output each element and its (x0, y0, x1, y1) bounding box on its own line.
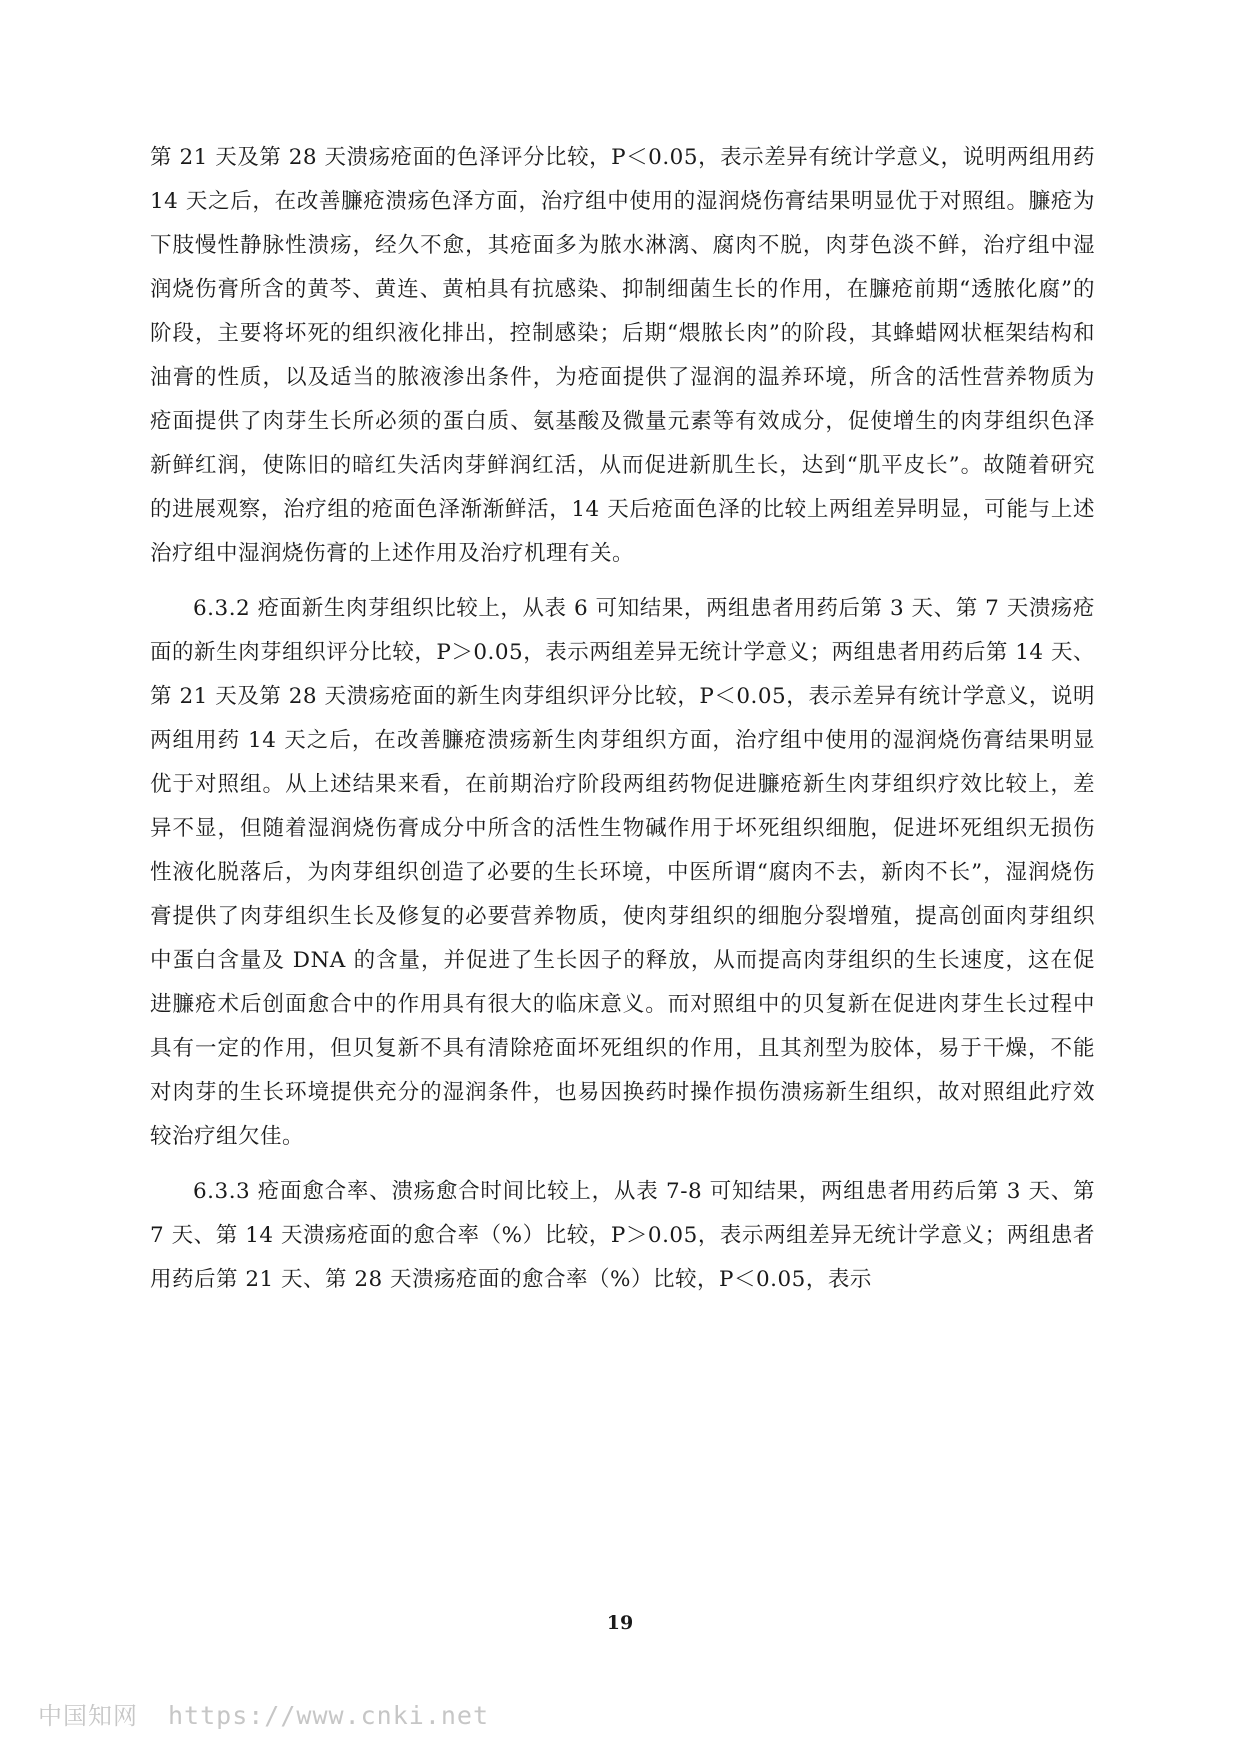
paragraph-healing-rate-discussion: 6.3.3 疮面愈合率、溃疡愈合时间比较上，从表 7-8 可知结果，两组患者用药后第 3 天、第 7 天、第 14 天溃疡疮面的愈合率（%）比较，P＞0.05，表示两组差异无统计学意义；两组患者用药后第 21 天、第 28 天溃疡疮面的愈合率（%）比较，P＜0.05，表示 (150, 1179, 1095, 1292)
watermark-site-name: 中国知网 (38, 1702, 138, 1730)
paragraph-color-discussion: 第 21 天及第 28 天溃疡疮面的色泽评分比较，P＜0.05，表示差异有统计学意义，说明两组用药 14 天之后，在改善臁疮溃疡色泽方面，治疗组中使用的湿润烧伤膏结果明显优于对照组。臁疮为下肢慢性静脉性溃疡，经久不愈，其疮面多为脓水淋漓、腐肉不脱，肉芽色淡不鲜，治疗组中湿润烧伤膏所含的黄芩、黄连、黄柏具有抗感染、抑制细菌生长的作用，在臁疮前期“透脓化腐”的阶段，主要将坏死的组织液化排出，控制感染；后期“煨脓长肉”的阶段，其蜂蜡网状框架结构和油膏的性质，以及适当的脓液渗出条件，为疮面提供了湿润的温养环境，所含的活性营养物质为疮面提供了肉芽生长所必须的蛋白质、氨基酸及微量元素等有效成分，促使增生的肉芽组织色泽新鲜红润，使陈旧的暗红失活肉芽鲜润红活，从而促进新肌生长，达到“肌平皮长”。故随着研究的进展观察，治疗组的疮面色泽渐渐鲜活，14 天后疮面色泽的比较上两组差异明显，可能与上述治疗组中湿润烧伤膏的上述作用及治疗机理有关。 (150, 145, 1095, 566)
document-body (150, 136, 1095, 1313)
cnki-watermark (38, 1696, 489, 1731)
watermark-url: https://www.cnki.net (168, 1701, 490, 1730)
page-number: 19 (606, 1612, 634, 1634)
paragraph-granulation-discussion: 6.3.2 疮面新生肉芽组织比较上，从表 6 可知结果，两组患者用药后第 3 天、第 7 天溃疡疮面的新生肉芽组织评分比较，P＞0.05，表示两组差异无统计学意义；两组患者用药后第 14 天、第 21 天及第 28 天溃疡疮面的新生肉芽组织评分比较，P＜0.05，表示差异有统计学意义，说明两组用药 14 天之后，在改善臁疮溃疡新生肉芽组织方面，治疗组中使用的湿润烧伤膏结果明显优于对照组。从上述结果来看，在前期治疗阶段两组药物促进臁疮新生肉芽组织疗效比较上，差异不显，但随着湿润烧伤膏成分中所含的活性生物碱作用于坏死组织细胞，促进坏死组织无损伤性液化脱落后，为肉芽组织创造了必要的生长环境，中医所谓“腐肉不去，新肉不长”，湿润烧伤膏提供了肉芽组织生长及修复的必要营养物质，使肉芽组织的细胞分裂增殖，提高创面肉芽组织中蛋白含量及 DNA 的含量，并促进了生长因子的释放，从而提高肉芽组织的生长速度，这在促进臁疮术后创面愈合中的作用具有很大的临床意义。而对照组中的贝复新在促进肉芽生长过程中具有一定的作用，但贝复新不具有清除疮面坏死组织的作用，且其剂型为胶体，易于干燥，不能对肉芽的生长环境提供充分的湿润条件，也易因换药时操作损伤溃疡新生组织，故对照组此疗效较治疗组欠佳。 (150, 596, 1095, 1149)
